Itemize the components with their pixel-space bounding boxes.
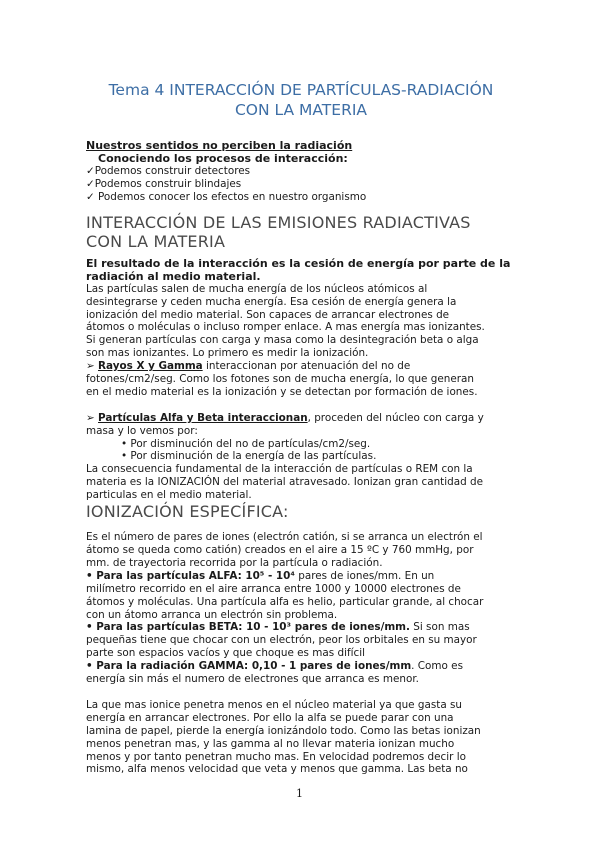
text-line — [86, 412, 516, 425]
text-line: energía sin más el numero de electrones que arranca es menor. — [86, 673, 419, 686]
intro-block — [86, 139, 516, 204]
text-line — [86, 660, 516, 673]
text-fragment: Si son mas — [409, 621, 470, 634]
text-fragment: interaccionan por atenuación del no de — [202, 360, 411, 373]
text-line: átomos o moléculas o incluso romper enlace. A mas energía mas ionizantes. — [86, 321, 485, 334]
text-line — [86, 570, 516, 583]
spacer — [86, 686, 516, 699]
text-line: parte son espacios vacíos y que choque es mas difícil — [86, 647, 365, 660]
key-statement-line: radiación al medio material. — [86, 269, 261, 283]
beta-bold: • Para las partículas BETA: 10 - 10³ pares de iones/mm. — [86, 621, 410, 634]
text-line: mm. de trayectoria recorrida por la partícula o radiación. — [86, 556, 383, 569]
page-title — [86, 80, 516, 120]
text-line: mismo, alfa menos velocidad que veta y menos que gamma. Las beta no — [86, 763, 468, 776]
text-line: particulas en el medio material. — [86, 489, 252, 502]
section-heading-line: INTERACCIÓN DE LAS EMISIONES RADIACTIVAS — [86, 212, 471, 232]
text-line: lamina de papel, pierde la energía ionizándolo todo. Como las betas ionizan — [86, 724, 481, 737]
gamma-paragraph — [86, 360, 516, 399]
key-statement-line: El resultado de la interacción es la cesión de energía por parte de la — [86, 256, 511, 270]
text-line: energía en arrancar electrones. Por ello la alfa se puede parar con una — [86, 711, 454, 724]
text-line: menos y por tanto penetran mucho mas. En velocidad podremos decir lo — [86, 750, 466, 763]
text-line: átomos y moléculas. Una partícula alfa es helio, particular grande, al chocar — [86, 595, 484, 608]
text-line: materia es la IONIZACIÓN del material atravesado. Ionizan gran cantidad de — [86, 476, 483, 489]
paragraph — [86, 283, 516, 360]
alpha-beta-label: Partículas Alfa y Beta interaccionan — [98, 411, 308, 424]
arrow-bullet-icon: ➢ — [86, 360, 95, 373]
intro-heading: Nuestros sentidos no perciben la radiación — [86, 139, 353, 152]
gamma-label: Rayos X y Gamma — [98, 360, 203, 373]
section-heading-line: CON LA MATERIA — [86, 231, 226, 251]
text-line: fotones/cm2/seg. Como los fotones son de mucha energía, lo que generan — [86, 373, 474, 386]
title-line-2: CON LA MATERIA — [234, 101, 368, 119]
text-fragment: . Como es — [411, 660, 463, 673]
check-item: ✓Podemos construir detectores — [86, 165, 251, 177]
text-line: pequeñas tiene que chocar con un electrón, peor los orbitales en su mayor — [86, 634, 477, 647]
text-line — [86, 360, 516, 373]
text-line — [86, 621, 516, 634]
arrow-bullet-icon: ➢ — [86, 411, 95, 424]
page-number: 1 — [296, 787, 303, 800]
section-heading-interaccion — [86, 213, 516, 251]
sub-bullet-list — [86, 438, 516, 464]
text-line: desintegrarse y ceden mucha energía. Esa cesión de energía genera la — [86, 295, 457, 308]
text-line: Es el número de pares de iones (electrón catión, si se arranca un electrón el — [86, 531, 483, 544]
section-interaccion-body — [86, 257, 516, 502]
gamma-bold: • Para la radiación GAMMA: 0,10 - 1 pares de iones/mm — [86, 660, 412, 673]
text-line: en el medio material es la ionización y se detectan por formación de iones. — [86, 385, 478, 398]
section-heading-ionizacion: IONIZACIÓN ESPECÍFICA: — [86, 502, 289, 522]
text-line: ionización del medio material. Son capaces de arrancar electrones de — [86, 308, 450, 321]
check-item: ✓Podemos construir blindajes — [86, 177, 242, 190]
sub-bullet-item: • Por disminución de la energía de las partículas. — [121, 450, 377, 463]
title-line-1: Tema 4 INTERACCIÓN DE PARTÍCULAS-RADIACIÓN — [108, 81, 494, 99]
text-line: milímetro recorrido en el aire arranca entre 1000 y 10000 electrones de — [86, 582, 461, 595]
text-line: La consecuencia fundamental de la interacción de partículas o REM con la — [86, 463, 473, 476]
key-statement — [86, 257, 516, 283]
text-line: son mas ionizantes. Lo primero es medir la ionización. — [86, 347, 369, 360]
text-line: menos penetran mas, y las gamma al no llevar materia ionizan mucho — [86, 737, 455, 750]
text-line: con un átomo arranca un electrón sin problema. — [86, 608, 338, 621]
text-line: masa y lo vemos por: — [86, 424, 198, 437]
alpha-beta-paragraph — [86, 412, 516, 502]
check-item: ✓ Podemos conocer los efectos en nuestro organismo — [86, 190, 367, 203]
text-line: Las partículas salen de mucha energía de los núcleos atómicos al — [86, 282, 428, 295]
text-fragment: , proceden del núcleo con carga y — [307, 411, 484, 424]
spacer — [86, 399, 516, 412]
text-line: Si generan partículas con carga y masa como la desintegración beta o alga — [86, 334, 479, 347]
text-line: La que mas ionice penetra menos en el núcleo material ya que gasta su — [86, 698, 462, 711]
text-fragment: pares de iones/mm. En un — [298, 569, 435, 582]
text-line: átomo se queda como catión) creados en el aire a 15 ºC y 760 mmHg, por — [86, 544, 474, 557]
sub-bullet-item: • Por disminución del no de partículas/cm2/seg. — [121, 437, 371, 450]
section-ionizacion-body — [86, 531, 516, 776]
page-content — [86, 80, 516, 776]
intro-subheading: Conociendo los procesos de interacción: — [98, 152, 348, 165]
alfa-bold: • Para las partículas ALFA: 10⁵ - 10⁴ — [86, 569, 295, 582]
